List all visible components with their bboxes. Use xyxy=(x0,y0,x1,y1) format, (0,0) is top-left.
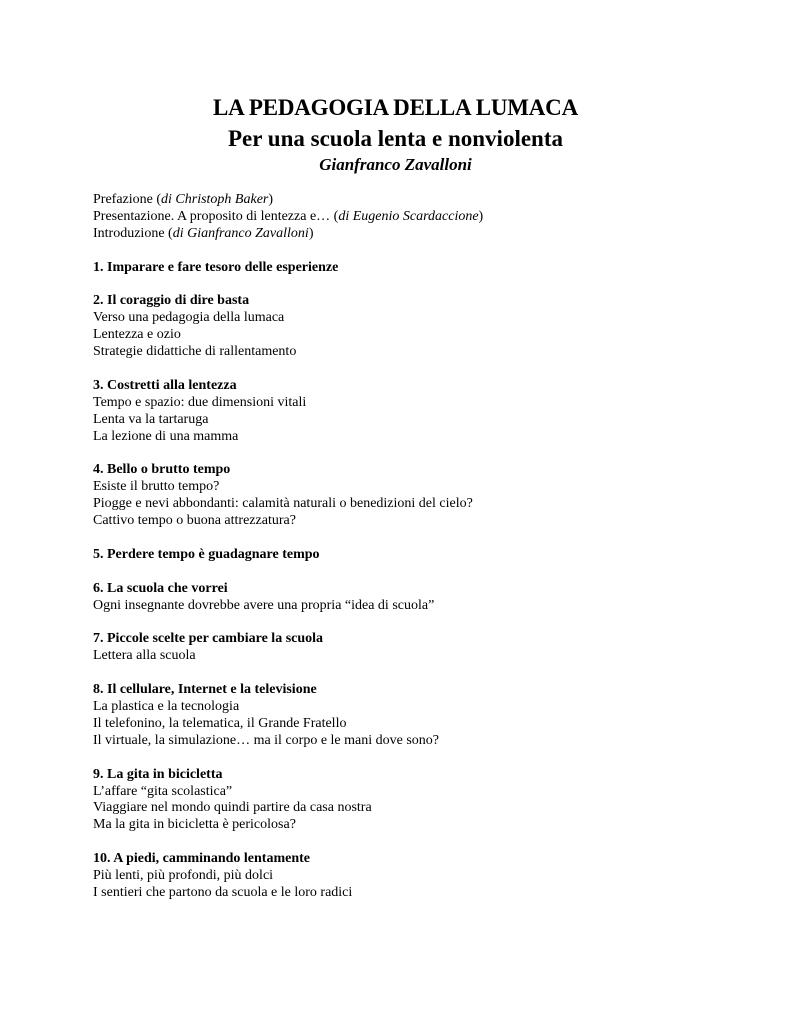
front-matter-item: Presentazione. A proposito di lentezza e… (di Eugenio Scardaccione) xyxy=(93,208,484,224)
section-item: Il virtuale, la simulazione… ma il corpo e le mani dove sono? xyxy=(93,732,440,748)
chapter-title: 3. Costretti alla lentezza xyxy=(93,377,237,393)
section-item: Piogge e nevi abbondanti: calamità naturali o benedizioni del cielo? xyxy=(93,496,473,512)
credit: di Eugenio Scardaccione xyxy=(338,208,479,224)
chapter xyxy=(93,462,733,530)
chapter xyxy=(93,767,733,835)
chapter-title: 8. Il cellulare, Internet e la televisione xyxy=(93,682,317,698)
section-item: Ogni insegnante dovrebbe avere una propria “idea di scuola” xyxy=(93,597,435,613)
section-item: La lezione di una mamma xyxy=(93,428,239,444)
chapter xyxy=(93,293,733,361)
chapter xyxy=(93,581,733,615)
section-item: Lenta va la tartaruga xyxy=(93,411,209,427)
chapter xyxy=(93,851,733,902)
chapter-title: 5. Perdere tempo è guadagnare tempo xyxy=(93,546,320,562)
chapter-title: 2. Il coraggio di dire basta xyxy=(93,293,250,309)
document-author: Gianfranco Zavalloni xyxy=(319,155,472,174)
chapter xyxy=(93,682,733,750)
section-item: Più lenti, più profondi, più dolci xyxy=(93,868,274,884)
section-item: Esiste il brutto tempo? xyxy=(93,479,220,495)
section-item: Cattivo tempo o buona attrezzatura? xyxy=(93,513,296,529)
chapter-title: 9. La gita in bicicletta xyxy=(93,766,223,782)
section-item: Il telefonino, la telematica, il Grande Fratello xyxy=(93,715,347,731)
section-item: Tempo e spazio: due dimensioni vitali xyxy=(93,394,307,410)
chapter-title: 1. Imparare e fare tesoro delle esperienze xyxy=(93,259,339,275)
section-item: La plastica e la tecnologia xyxy=(93,699,240,715)
section-item: Ma la gita in bicicletta è pericolosa? xyxy=(93,817,296,833)
section-item: Viaggiare nel mondo quindi partire da casa nostra xyxy=(93,800,372,816)
front-matter-item: Introduzione (di Gianfranco Zavalloni) xyxy=(93,225,314,241)
credit: di Christoph Baker xyxy=(161,192,269,207)
document-title: LA PEDAGOGIA DELLA LUMACA xyxy=(213,95,578,120)
chapter-title: 7. Piccole scelte per cambiare la scuola xyxy=(93,631,324,647)
credit: di Gianfranco Zavalloni xyxy=(172,225,309,241)
front-matter-item: Prefazione (di Christoph Baker) xyxy=(93,192,274,207)
chapter xyxy=(93,631,733,665)
section-item: I sentieri che partono da scuola e le loro radici xyxy=(93,885,353,900)
front-matter xyxy=(93,192,733,243)
section-item: Lentezza e ozio xyxy=(93,327,181,343)
section-item: Verso una pedagogia della lumaca xyxy=(93,310,285,326)
chapter xyxy=(93,260,733,277)
chapter-title: 10. A piedi, camminando lentamente xyxy=(93,851,311,867)
section-item: L’affare “gita scolastica” xyxy=(93,783,233,799)
chapter xyxy=(93,547,733,564)
section-item: Strategie didattiche di rallentamento xyxy=(93,344,297,360)
section-item: Lettera alla scuola xyxy=(93,648,196,664)
chapter xyxy=(93,378,733,446)
document-subtitle: Per una scuola lenta e nonviolenta xyxy=(227,126,563,151)
chapter-title: 4. Bello o brutto tempo xyxy=(93,462,231,478)
chapter-title: 6. La scuola che vorrei xyxy=(93,580,228,596)
table-of-contents xyxy=(93,192,733,902)
